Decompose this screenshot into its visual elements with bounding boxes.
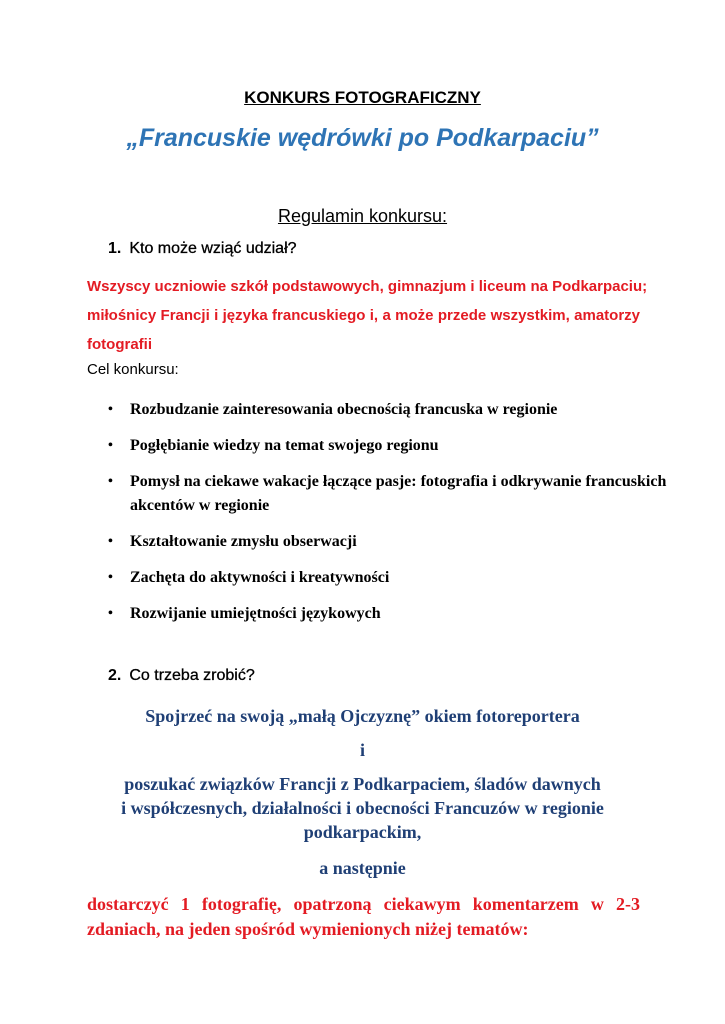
rules-heading: Regulamin konkursu: (277, 206, 448, 226)
bullet-icon: • (108, 402, 113, 417)
blue-text-line: podkarpackim, (303, 822, 422, 842)
list-item (108, 434, 668, 458)
list-item (108, 470, 668, 518)
list-item (108, 398, 668, 422)
section1-heading (108, 240, 297, 258)
bullet-icon: • (108, 606, 113, 621)
contest-subtitle: „Francuskie wędrówki po Podkarpaciu” (126, 124, 599, 152)
section2-question: Co trzeba zrobić? (129, 667, 255, 684)
bullet-icon: • (108, 570, 113, 585)
list-item (108, 566, 668, 590)
goal-text: Pomysł na ciekawe wakacje łączące pasje: fotografia i odkrywanie francuskich akcentów w regionie (130, 473, 667, 514)
participants-line: Wszyscy uczniowie szkół podstawowych, gimnazjum i liceum na Podkarpaciu; (87, 278, 648, 295)
blue-text-line: i współczesnych, działalności i obecności Francuzów w regionie (121, 798, 604, 818)
goal-text: Rozbudzanie zainteresowania obecnością francuska w regionie (130, 401, 558, 418)
list-item (108, 602, 668, 626)
goal-text: Pogłębianie wiedzy na temat swojego regionu (130, 437, 439, 454)
bullet-icon: • (108, 438, 113, 453)
section1-question: Kto może wziąć udział? (129, 240, 297, 257)
section2-number: 2. (108, 667, 122, 684)
blue-text-line: poszukać związków Francji z Podkarpaciem, śladów dawnych (124, 774, 601, 794)
blue-text-line: i (359, 740, 365, 760)
section2-heading (108, 667, 255, 685)
bullet-icon: • (108, 474, 113, 489)
section1-number: 1. (108, 240, 122, 257)
goal-label: Cel konkursu: (87, 361, 179, 378)
blue-text-line: Spojrzeć na swoją „małą Ojczyznę” okiem fotoreportera (145, 706, 580, 726)
goals-list (108, 398, 668, 638)
participants-text (87, 272, 648, 359)
list-item (108, 530, 668, 554)
goal-text: Kształtowanie zmysłu obserwacji (130, 533, 357, 550)
instruction-text (87, 892, 640, 942)
instruction-line: dostarczyć 1 fotografię, opatrzoną ciekawym komentarzem w 2-3 (87, 894, 640, 914)
contest-title: KONKURS FOTOGRAFICZNY (244, 88, 481, 107)
participants-line: miłośnicy Francji i języka francuskiego i, a może przede wszystkim, amatorzy (87, 307, 640, 324)
goal-text: Rozwijanie umiejętności językowych (130, 605, 381, 622)
goal-text: Zachęta do aktywności i kreatywności (130, 569, 390, 586)
blue-text-line: a następnie (319, 858, 406, 878)
participants-line: fotografii (87, 336, 152, 353)
instruction-line: zdaniach, na jeden spośród wymienionych niżej tematów: (87, 919, 529, 939)
bullet-icon: • (108, 534, 113, 549)
